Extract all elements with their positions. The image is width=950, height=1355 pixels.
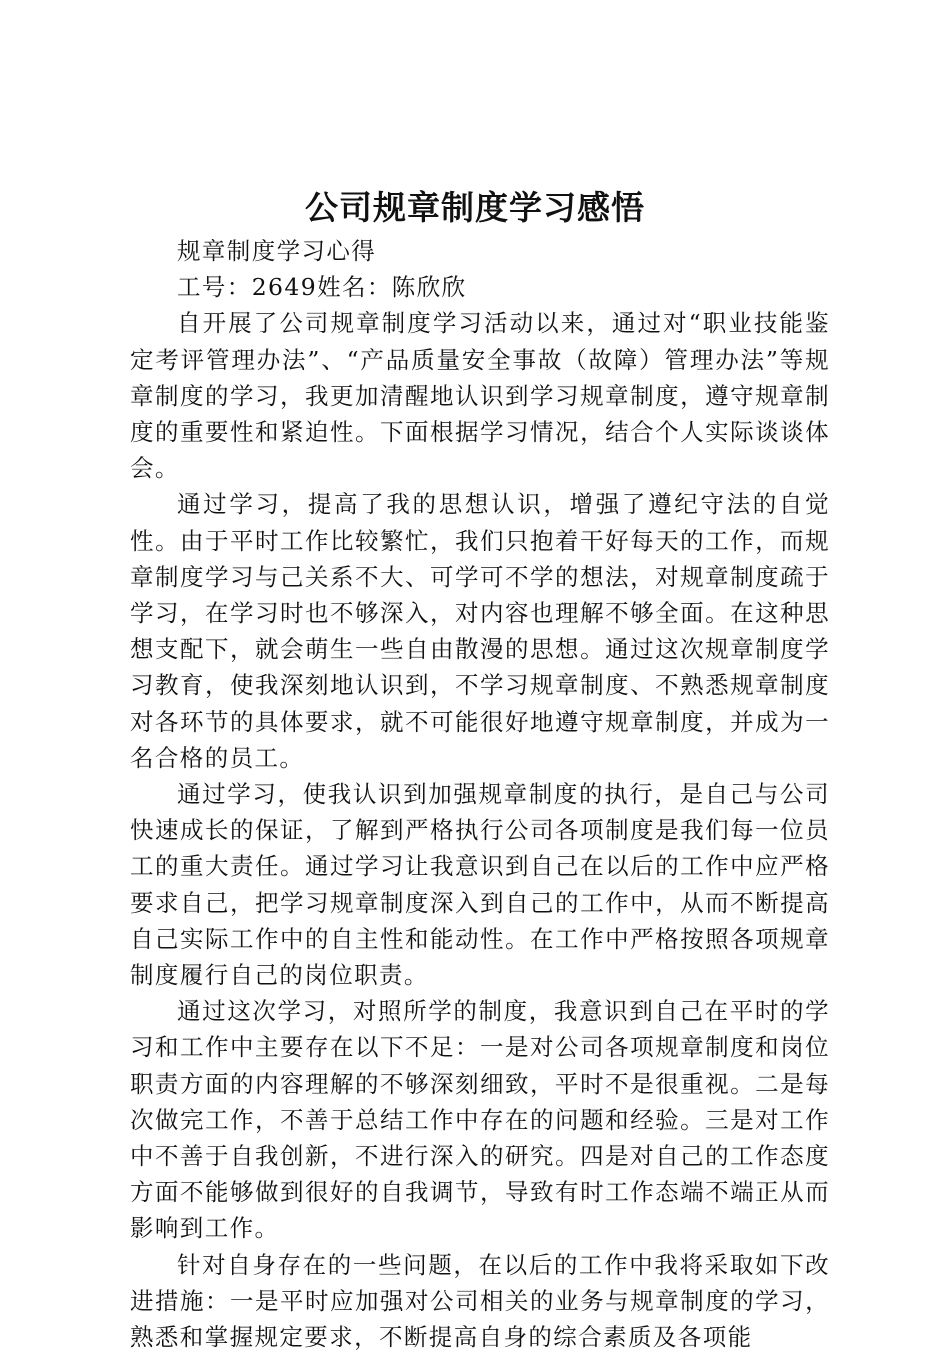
paragraph-1: 自开展了公司规章制度学习活动以来，通过对“职业技能鉴定考评管理办法”、“产品质量安全事故（故障）管理办法”等规章制度的学习，我更加清醒地认识到学习规章制度，遵守规章制度的重要性和紧迫性。下面根据学习情况，结合个人实际谈谈体会。 [130,309,830,483]
document-body [130,233,830,1355]
document-title: 公司规章制度学习感悟 [305,188,645,227]
paragraph-3: 通过学习，使我认识到加强规章制度的执行，是自己与公司快速成长的保证，了解到严格执行公司各项制度是我们每一位员工的重大责任。通过学习让我意识到自己在以后的工作中应严格要求自己，把学习规章制度深入到自己的工作中，从而不断提高自己实际工作中的自主性和能动性。在工作中严格按照各项规章制度履行自己的岗位职责。 [130,780,830,990]
author-line: 工号：2649姓名：陈欣欣 [177,273,467,302]
subtitle-line: 规章制度学习心得 [177,237,377,265]
paragraph-5: 针对自身存在的一些问题，在以后的工作中我将采取如下改进措施：一是平时应加强对公司相关的业务与规章制度的学习，熟悉和掌握规定要求，不断提高自身的综合素质及各项能 [130,1250,830,1352]
paragraph-4: 通过这次学习，对照所学的制度，我意识到自己在平时的学习和工作中主要存在以下不足：一是对公司各项规章制度和岗位职责方面的内容理解的不够深刻细致，平时不是很重视。二是每次做完工作，不善于总结工作中存在的问题和经验。三是对工作中不善于自我创新，不进行深入的研究。四是对自己的工作态度方面不能够做到很好的自我调节，导致有时工作态端不端正从而影响到工作。 [130,997,830,1243]
paragraph-2: 通过学习，提高了我的思想认识，增强了遵纪守法的自觉性。由于平时工作比较繁忙，我们只抱着干好每天的工作，而规章制度学习与己关系不大、可学可不学的想法，对规章制度疏于学习，在学习时也不够深入，对内容也理解不够全面。在这种思想支配下，就会萌生一些自由散漫的思想。通过这次规章制度学习教育，使我深刻地认识到，不学习规章制度、不熟悉规章制度对各环节的具体要求，就不可能很好地遵守规章制度，并成为一名合格的员工。 [130,490,830,772]
